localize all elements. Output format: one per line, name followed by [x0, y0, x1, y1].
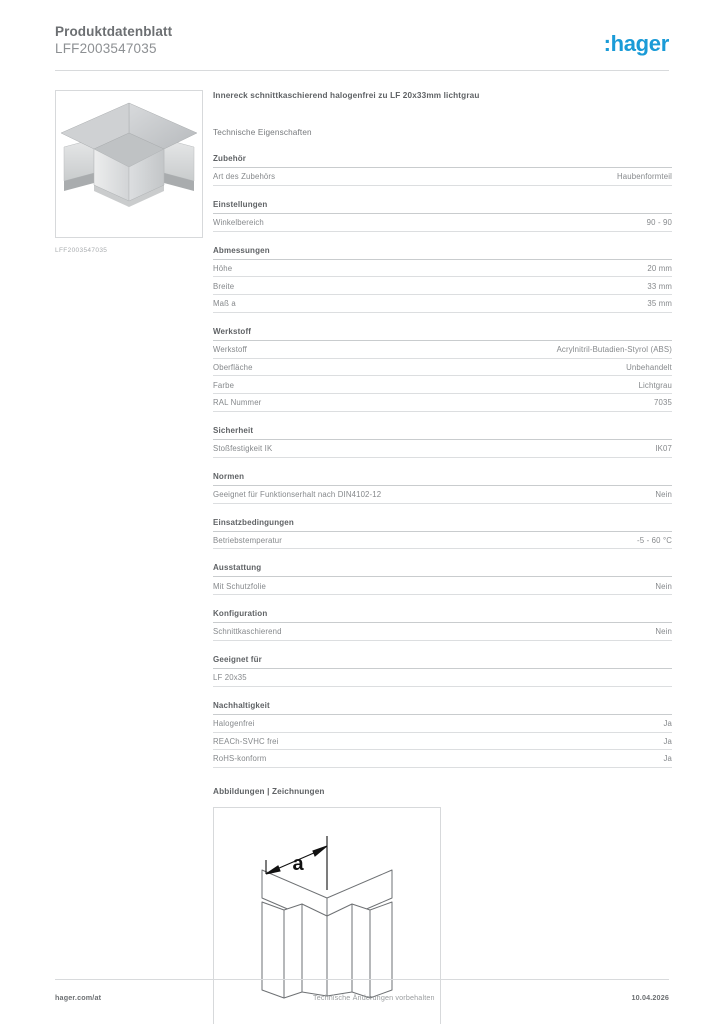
spec-row — [213, 669, 672, 687]
spec-label: Oberfläche — [213, 362, 253, 372]
spec-group — [213, 518, 672, 550]
spec-value: Nein — [655, 627, 672, 637]
spec-label: Farbe — [213, 380, 235, 390]
spec-label: REACh-SVHC frei — [213, 736, 279, 746]
spec-value: 35 mm — [647, 299, 672, 309]
spec-value: -5 - 60 °C — [637, 535, 672, 545]
spec-label: Schnittkaschierend — [213, 627, 282, 637]
spec-groups — [213, 154, 672, 768]
spec-group — [213, 563, 672, 595]
spec-group-title: Abmessungen — [213, 246, 672, 260]
spec-row — [213, 486, 672, 504]
footer-divider — [55, 979, 669, 980]
spec-row — [213, 376, 672, 394]
footer-website[interactable]: hager.com/at — [55, 993, 102, 1002]
technical-drawing-frame — [213, 807, 441, 1024]
spec-group — [213, 655, 672, 687]
spec-group-title: Ausstattung — [213, 563, 672, 577]
spec-group — [213, 609, 672, 641]
spec-group — [213, 426, 672, 458]
spec-label: Halogenfrei — [213, 718, 255, 728]
header-divider — [55, 70, 669, 71]
spec-row — [213, 214, 672, 232]
spec-label: Betriebstemperatur — [213, 535, 283, 545]
spec-value: Ja — [663, 736, 672, 746]
spec-value: Nein — [655, 581, 672, 591]
spec-value: IK07 — [655, 444, 672, 454]
spec-row — [213, 733, 672, 751]
product-photo-caption: LFF2003547035 — [55, 247, 108, 254]
product-code-subtitle: LFF2003547035 — [55, 41, 157, 56]
spec-row — [213, 623, 672, 641]
technical-properties-heading: Technische Eigenschaften — [213, 128, 312, 137]
spec-column — [213, 90, 672, 1024]
spec-row — [213, 532, 672, 550]
spec-group — [213, 200, 672, 232]
hager-logo: :hager — [603, 31, 669, 56]
spec-value: Nein — [655, 490, 672, 499]
product-photo-icon — [56, 91, 202, 237]
spec-group-title: Normen — [213, 472, 672, 486]
spec-value: Unbehandelt — [626, 362, 672, 372]
spec-row — [213, 394, 672, 412]
spec-label: Art des Zubehörs — [213, 172, 276, 182]
spec-label: Breite — [213, 281, 235, 291]
page-footer — [55, 993, 669, 1007]
spec-label: LF 20x35 — [213, 673, 247, 683]
spec-value: 7035 — [654, 398, 672, 408]
spec-label: Geeignet für Funktionserhalt nach DIN4102-12 — [213, 490, 382, 499]
spec-row — [213, 295, 672, 313]
page-header — [55, 24, 669, 68]
product-photo-frame — [55, 90, 203, 238]
spec-row — [213, 168, 672, 186]
spec-value: 90 - 90 — [646, 217, 672, 227]
spec-row — [213, 750, 672, 768]
spec-group — [213, 154, 672, 186]
spec-row — [213, 359, 672, 377]
spec-label: Mit Schutzfolie — [213, 581, 266, 591]
spec-label: Maß a — [213, 299, 236, 309]
spec-row — [213, 715, 672, 733]
spec-group — [213, 472, 672, 504]
spec-group — [213, 327, 672, 412]
spec-row — [213, 440, 672, 458]
spec-group-title: Nachhaltigkeit — [213, 701, 672, 715]
product-description: Innereck schnittkaschierend halogenfrei zu LF 20x33mm lichtgrau — [213, 91, 480, 100]
spec-row — [213, 277, 672, 295]
product-image-column — [55, 90, 203, 254]
spec-group-title: Einsatzbedingungen — [213, 518, 672, 532]
spec-label: Höhe — [213, 263, 233, 273]
spec-label: Stoßfestigkeit IK — [213, 444, 273, 454]
spec-value: 20 mm — [647, 263, 672, 273]
spec-group — [213, 246, 672, 313]
spec-value: Haubenformteil — [617, 172, 672, 182]
spec-value: Lichtgrau — [638, 380, 672, 390]
page-title: Produktdatenblatt — [55, 24, 173, 39]
spec-row — [213, 577, 672, 595]
spec-row — [213, 341, 672, 359]
spec-value: Ja — [663, 754, 672, 764]
spec-group-title: Zubehör — [213, 154, 672, 168]
spec-label: Winkelbereich — [213, 217, 264, 227]
spec-value: 33 mm — [647, 281, 672, 291]
footer-date: 10.04.2026 — [631, 993, 669, 1002]
drawings-heading: Abbildungen | Zeichnungen — [213, 787, 325, 797]
drawing-dimension-label: a — [292, 853, 304, 876]
spec-value: Ja — [663, 718, 672, 728]
spec-group-title: Sicherheit — [213, 426, 672, 440]
spec-row — [213, 260, 672, 278]
spec-group-title: Werkstoff — [213, 327, 672, 341]
spec-label: RAL Nummer — [213, 398, 262, 408]
spec-group — [213, 701, 672, 768]
spec-value: Acrylnitril-Butadien-Styrol (ABS) — [556, 345, 672, 355]
spec-label: RoHS-konform — [213, 754, 267, 764]
spec-group-title: Einstellungen — [213, 200, 672, 214]
spec-group-title: Konfiguration — [213, 609, 672, 623]
technical-drawing-icon — [214, 808, 440, 1024]
footer-disclaimer: Technische Änderungen vorbehalten — [313, 993, 435, 1002]
spec-label: Werkstoff — [213, 345, 247, 355]
spec-group-title: Geeignet für — [213, 655, 672, 669]
